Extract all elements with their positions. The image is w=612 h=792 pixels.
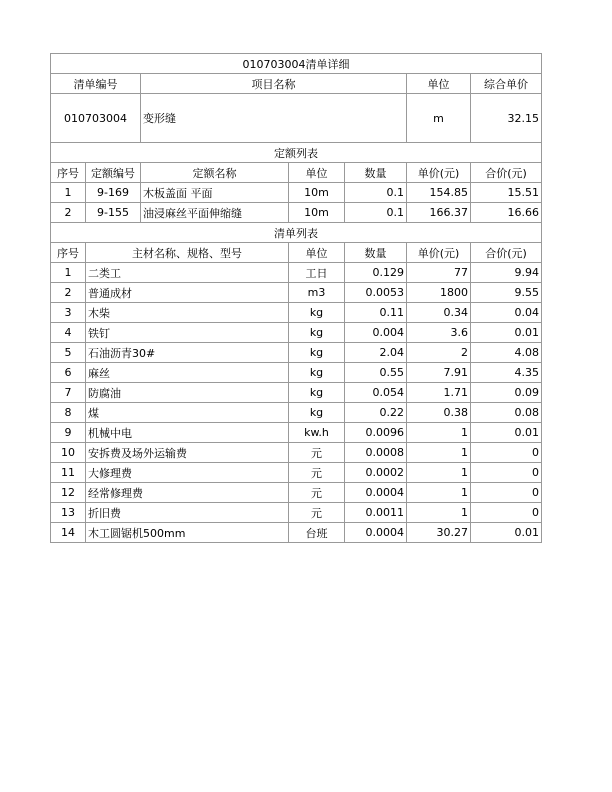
material-row [51,443,542,463]
material-unit: 元 [289,503,345,523]
material-total: 0.09 [471,383,542,403]
material-no: 6 [51,363,86,383]
quota-no: 1 [51,183,86,203]
material-qty: 0.0096 [345,423,407,443]
material-price: 2 [407,343,471,363]
quota-name: 油浸麻丝平面伸缩缝 [141,203,289,223]
material-row [51,403,542,423]
quota-code: 9-155 [86,203,141,223]
quota-section-title: 定额列表 [51,143,542,163]
material-no: 14 [51,523,86,543]
material-unit: kw.h [289,423,345,443]
material-unit: kg [289,383,345,403]
code-header: 清单编号 [51,74,141,94]
item-unit: m [407,94,471,143]
material-row [51,343,542,363]
material-qty: 0.004 [345,323,407,343]
header-row [51,74,542,94]
material-price: 1 [407,423,471,443]
material-qty: 0.22 [345,403,407,423]
material-total: 9.55 [471,283,542,303]
material-name: 大修理费 [86,463,289,483]
material-row [51,363,542,383]
quota-header-row [51,163,542,183]
material-total: 0.04 [471,303,542,323]
material-row [51,263,542,283]
material-name: 铁钉 [86,323,289,343]
material-row [51,323,542,343]
material-name: 安拆费及场外运输费 [86,443,289,463]
material-row [51,503,542,523]
materials-section-title: 清单列表 [51,223,542,243]
quota-code: 9-169 [86,183,141,203]
price-header: 综合单价 [471,74,542,94]
title-row [51,54,542,74]
quota-unit: 10m [289,183,345,203]
page-title: 010703004清单详细 [51,54,542,74]
material-unit: kg [289,303,345,323]
materials-col-unit: 单位 [289,243,345,263]
material-total: 0.01 [471,423,542,443]
material-name: 木柴 [86,303,289,323]
material-price: 77 [407,263,471,283]
material-total: 4.35 [471,363,542,383]
item-price: 32.15 [471,94,542,143]
material-row [51,483,542,503]
quota-row [51,203,542,223]
material-unit: kg [289,323,345,343]
material-qty: 0.054 [345,383,407,403]
material-no: 9 [51,423,86,443]
material-qty: 0.129 [345,263,407,283]
name-header: 项目名称 [141,74,407,94]
material-name: 防腐油 [86,383,289,403]
detail-table [50,53,542,543]
material-price: 1.71 [407,383,471,403]
material-total: 0 [471,483,542,503]
material-name: 煤 [86,403,289,423]
quota-col-price: 单价(元) [407,163,471,183]
material-qty: 0.0004 [345,523,407,543]
material-qty: 0.0002 [345,463,407,483]
material-price: 3.6 [407,323,471,343]
material-no: 11 [51,463,86,483]
material-total: 9.94 [471,263,542,283]
material-row [51,423,542,443]
material-total: 0.01 [471,323,542,343]
quota-price: 166.37 [407,203,471,223]
quota-qty: 0.1 [345,203,407,223]
material-unit: 台班 [289,523,345,543]
material-total: 0 [471,463,542,483]
material-name: 木工圆锯机500mm [86,523,289,543]
quota-col-unit: 单位 [289,163,345,183]
material-no: 7 [51,383,86,403]
material-unit: 元 [289,483,345,503]
quota-row [51,183,542,203]
material-qty: 0.11 [345,303,407,323]
material-row [51,283,542,303]
material-name: 普通成材 [86,283,289,303]
materials-col-name: 主材名称、规格、型号 [86,243,289,263]
materials-section-row [51,223,542,243]
quota-unit: 10m [289,203,345,223]
material-qty: 0.0008 [345,443,407,463]
materials-col-qty: 数量 [345,243,407,263]
material-unit: m3 [289,283,345,303]
material-no: 1 [51,263,86,283]
material-row [51,383,542,403]
quota-no: 2 [51,203,86,223]
material-no: 13 [51,503,86,523]
material-no: 3 [51,303,86,323]
material-name: 麻丝 [86,363,289,383]
materials-col-no: 序号 [51,243,86,263]
material-price: 1 [407,463,471,483]
quota-col-code: 定额编号 [86,163,141,183]
material-unit: kg [289,343,345,363]
material-unit: kg [289,403,345,423]
materials-col-price: 单价(元) [407,243,471,263]
material-unit: kg [289,363,345,383]
material-row [51,303,542,323]
material-name: 二类工 [86,263,289,283]
material-qty: 0.0053 [345,283,407,303]
material-no: 12 [51,483,86,503]
material-price: 1 [407,443,471,463]
material-name: 机械中电 [86,423,289,443]
material-total: 0.01 [471,523,542,543]
material-row [51,523,542,543]
quota-total: 16.66 [471,203,542,223]
material-no: 8 [51,403,86,423]
material-total: 0 [471,443,542,463]
quota-section-row [51,143,542,163]
item-row [51,94,542,143]
material-no: 10 [51,443,86,463]
material-unit: 元 [289,463,345,483]
material-qty: 0.0011 [345,503,407,523]
material-total: 0 [471,503,542,523]
material-row [51,463,542,483]
materials-body [51,263,542,543]
material-price: 0.38 [407,403,471,423]
quota-col-name: 定额名称 [141,163,289,183]
material-price: 1800 [407,283,471,303]
quota-qty: 0.1 [345,183,407,203]
material-price: 30.27 [407,523,471,543]
material-no: 5 [51,343,86,363]
quota-col-total: 合价(元) [471,163,542,183]
material-no: 2 [51,283,86,303]
material-price: 1 [407,503,471,523]
material-qty: 0.0004 [345,483,407,503]
material-total: 4.08 [471,343,542,363]
material-unit: 元 [289,443,345,463]
quota-price: 154.85 [407,183,471,203]
materials-header-row [51,243,542,263]
quota-col-qty: 数量 [345,163,407,183]
material-name: 经常修理费 [86,483,289,503]
item-name: 变形缝 [141,94,407,143]
material-name: 折旧费 [86,503,289,523]
materials-col-total: 合价(元) [471,243,542,263]
material-qty: 0.55 [345,363,407,383]
material-price: 1 [407,483,471,503]
material-name: 石油沥青30# [86,343,289,363]
material-total: 0.08 [471,403,542,423]
material-price: 7.91 [407,363,471,383]
material-price: 0.34 [407,303,471,323]
quota-name: 木板盖面 平面 [141,183,289,203]
unit-header: 单位 [407,74,471,94]
material-no: 4 [51,323,86,343]
material-unit: 工日 [289,263,345,283]
material-qty: 2.04 [345,343,407,363]
quota-col-no: 序号 [51,163,86,183]
item-code: 010703004 [51,94,141,143]
quota-total: 15.51 [471,183,542,203]
